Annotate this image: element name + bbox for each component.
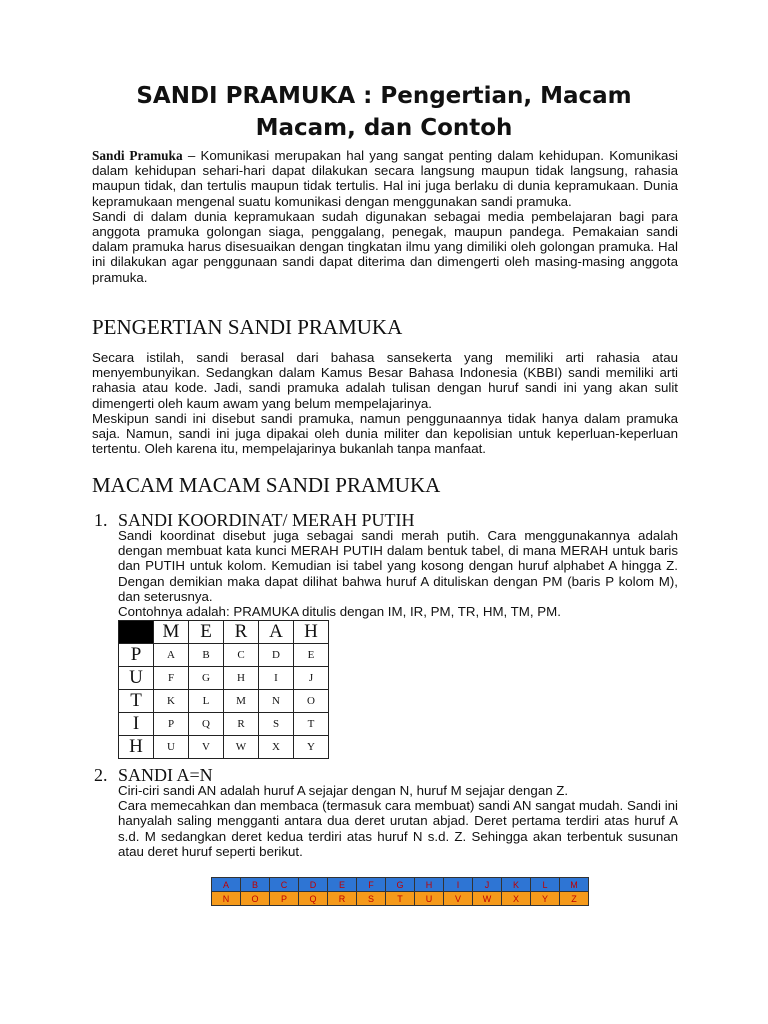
table-cell: C <box>224 644 259 667</box>
an-body-2: Cara memecahkan dan membaca (termasuk cara membuat) sandi AN sangat mudah. Sandi ini hanyalah saling mengganti antara dua deret urutan abjad. Deret pertama terdiri atas huruf A s.d. M sedangkan deret kedua terdiri atas huruf N s.d. Z. Sehingga akan terbentuk susunan atau deret huruf seperti berikut. <box>118 798 678 859</box>
table-cell: W <box>224 736 259 759</box>
table-cell: A <box>154 644 189 667</box>
table-cell: H <box>224 667 259 690</box>
an-cell: Y <box>531 892 560 906</box>
table-cell: O <box>294 690 329 713</box>
table-cell: V <box>189 736 224 759</box>
pengertian-section <box>92 350 678 456</box>
intro-lead: Sandi Pramuka <box>92 148 183 163</box>
table-cell: P <box>154 713 189 736</box>
koordinat-example: Contohnya adalah: PRAMUKA ditulis dengan IM, IR, PM, TR, HM, TM, PM. <box>118 604 561 620</box>
an-body-1: Ciri-ciri sandi AN adalah huruf A sejajar dengan N, huruf M sejajar dengan Z. <box>118 783 569 798</box>
an-cell: V <box>444 892 473 906</box>
an-row-first <box>212 878 589 892</box>
table-cell: T <box>294 713 329 736</box>
table-corner-cell <box>119 621 154 644</box>
table-cell: D <box>259 644 294 667</box>
an-cell: P <box>270 892 299 906</box>
an-cell: B <box>241 878 270 892</box>
table-cell: M <box>224 690 259 713</box>
table-row-header: H <box>119 736 154 759</box>
koordinat-section <box>118 528 678 619</box>
item-title: SANDI KOORDINAT/ MERAH PUTIH <box>118 510 415 530</box>
an-cell: O <box>241 892 270 906</box>
an-cipher-table <box>211 877 589 906</box>
an-cell: T <box>386 892 415 906</box>
table-row-header: P <box>119 644 154 667</box>
table-cell: B <box>189 644 224 667</box>
section-heading-pengertian: PENGERTIAN SANDI PRAMUKA <box>92 315 403 339</box>
table-cell: Q <box>189 713 224 736</box>
an-cell: N <box>212 892 241 906</box>
an-cell: I <box>444 878 473 892</box>
intro-paragraph-1 <box>92 148 678 209</box>
an-cell: E <box>328 878 357 892</box>
table-cell: J <box>294 667 329 690</box>
table-cell: X <box>259 736 294 759</box>
an-cell: Q <box>299 892 328 906</box>
intro-text-1: – Komunikasi merupakan hal yang sangat penting dalam kehidupan. Komunikasi dalam kehidupan sehari-hari dapat dilakukan secara langsung maupun tidak langsung, rahasia maupun tidak, dan tertulis maupun tidak tertulis. Hal ini juga berlaku di dunia kepramukaan. Dunia kepramukaan mengenal suatu komunikasi dengan menggunakan sandi pramuka. <box>92 148 678 209</box>
an-cell: A <box>212 878 241 892</box>
table-row <box>119 690 329 713</box>
table-cell: S <box>259 713 294 736</box>
table-cell: U <box>154 736 189 759</box>
item-title: SANDI A=N <box>118 765 213 785</box>
an-section <box>118 783 678 859</box>
item-number: 1. <box>94 510 108 530</box>
table-col-header: H <box>294 621 329 644</box>
an-cell: D <box>299 878 328 892</box>
an-cell: R <box>328 892 357 906</box>
an-cell: K <box>502 878 531 892</box>
table-cell: F <box>154 667 189 690</box>
an-cell: M <box>560 878 589 892</box>
table-cell: K <box>154 690 189 713</box>
table-cell: L <box>189 690 224 713</box>
an-cell: X <box>502 892 531 906</box>
intro-section <box>92 148 678 285</box>
section-heading-macam: MACAM MACAM SANDI PRAMUKA <box>92 473 441 497</box>
an-cell: J <box>473 878 502 892</box>
table-cell: E <box>294 644 329 667</box>
pengertian-paragraph-2: Meskipun sandi ini disebut sandi pramuka, namun penggunaannya tidak hanya dalam pramuka saja. Namun, sandi ini juga dipakai oleh dunia militer dan kepolisian untuk keperluan-keperluan tertentu. Oleh karena itu, mempelajarinya bukanlah tanpa manfaat. <box>92 410 678 457</box>
table-header-row <box>119 621 329 644</box>
pengertian-paragraph-1: Secara istilah, sandi berasal dari bahasa sansekerta yang memiliki arti rahasia atau menyembunyikan. Sedangkan dalam Kamus Besar Bahasa Indonesia (KBBI) sandi memiliki arti rahasia atau kode. Jadi, sandi pramuka adalah tulisan dengan huruf sandi ini yang akan sulit dimengerti oleh kaum awam yang belum mempelajarinya. <box>92 350 678 411</box>
table-cell: R <box>224 713 259 736</box>
an-cell: G <box>386 878 415 892</box>
title-line-1: SANDI PRAMUKA : Pengertian, Macam <box>136 83 632 109</box>
table-row-header: T <box>119 690 154 713</box>
an-cell: L <box>531 878 560 892</box>
intro-paragraph-2: Sandi di dalam dunia kepramukaan sudah digunakan sebagai media pembelajaran bagi para anggota pramuka golongan siaga, penggalang, penegak, maupun pandega. Pemakaian sandi dalam pramuka harus disesuaikan dengan tingkatan ilmu yang dimiliki oleh golongan pramuka. Hal ini dilakukan agar penggunaan sandi dapat diterima dan dimengerti oleh masing-masing anggota pramuka. <box>92 208 678 285</box>
title-line-2: Macam, dan Contoh <box>255 115 513 141</box>
table-cell: G <box>189 667 224 690</box>
table-col-header: A <box>259 621 294 644</box>
table-col-header: E <box>189 621 224 644</box>
table-row <box>119 644 329 667</box>
table-row <box>119 736 329 759</box>
an-cell: F <box>357 878 386 892</box>
koordinat-table <box>118 620 329 759</box>
table-row <box>119 667 329 690</box>
an-cell: U <box>415 892 444 906</box>
an-cell: H <box>415 878 444 892</box>
an-cell: W <box>473 892 502 906</box>
an-cell: Z <box>560 892 589 906</box>
koordinat-body: Sandi koordinat disebut juga sebagai sandi merah putih. Cara menggunakannya adalah dengan membuat kata kunci MERAH PUTIH dalam bentuk tabel, di mana MERAH untuk baris dan PUTIH untuk kolom. Kemudian isi tabel yang kosong dengan huruf alphabet A hingga Z. Dengan demikian maka dapat dilihat bahwa huruf A dituliskan dengan PM (baris P kolom M), dan seterusnya. <box>118 528 678 604</box>
table-row <box>119 713 329 736</box>
an-cell: S <box>357 892 386 906</box>
table-row-header: U <box>119 667 154 690</box>
an-cell: C <box>270 878 299 892</box>
item-number: 2. <box>94 765 108 785</box>
table-cell: Y <box>294 736 329 759</box>
an-row-second <box>212 892 589 906</box>
table-col-header: R <box>224 621 259 644</box>
table-cell: N <box>259 690 294 713</box>
table-row-header: I <box>119 713 154 736</box>
table-cell: I <box>259 667 294 690</box>
page-title <box>80 80 688 144</box>
table-col-header: M <box>154 621 189 644</box>
